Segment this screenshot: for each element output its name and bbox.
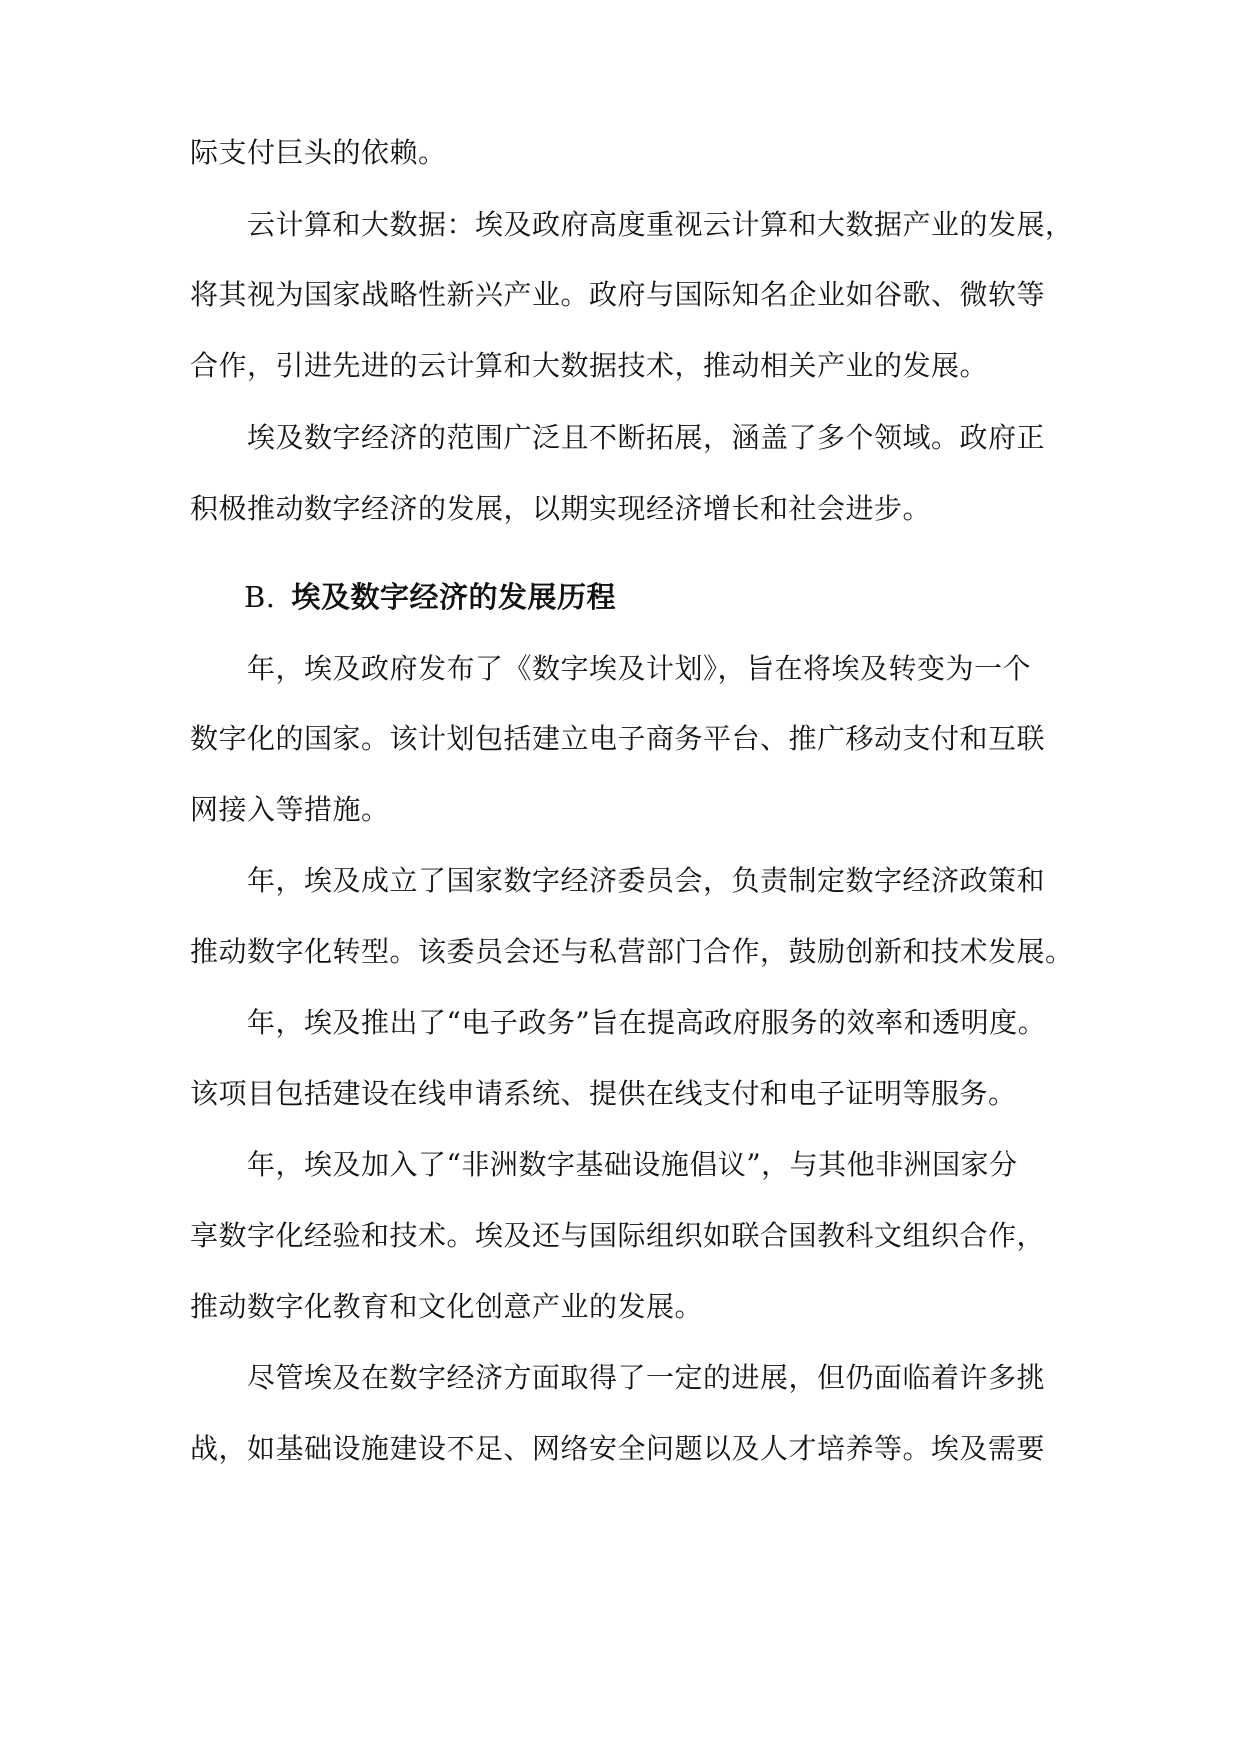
text-line: 积极推动数字经济的发展，以期实现经济增长和社会进步。 — [190, 492, 932, 525]
text-line: 际支付巨头的依赖。 — [190, 136, 447, 169]
text-line: 网接入等措施。 — [190, 793, 390, 826]
section-heading-marker: B. — [244, 580, 276, 614]
text-line: 年，埃及加入了“非洲数字基础设施倡议”，与其他非洲国家分 — [247, 1148, 1018, 1181]
text-line: 将其视为国家战略性新兴产业。政府与国际知名企业如谷歌、微软等 — [190, 278, 1046, 311]
text-line: 推动数字化教育和文化创意产业的发展。 — [190, 1290, 704, 1323]
section-heading — [244, 575, 1124, 619]
text-line: 埃及数字经济的范围广泛且不断拓展，涵盖了多个领域。政府正 — [247, 421, 1046, 454]
text-line: 尽管埃及在数字经济方面取得了一定的进展，但仍面临着许多挑 — [247, 1361, 1046, 1394]
text-line: 战，如基础设施建设不足、网络安全问题以及人才培养等。埃及需要 — [190, 1432, 1046, 1465]
section-heading-title: 埃及数字经济的发展历程 — [291, 580, 617, 614]
text-line: 数字化的国家。该计划包括建立电子商务平台、推广移动支付和互联 — [190, 722, 1046, 755]
text-line: 享数字化经验和技术。埃及还与国际组织如联合国教科文组织合作， — [190, 1219, 1046, 1252]
text-line: 年，埃及成立了国家数字经济委员会，负责制定数字经济政策和 — [247, 864, 1046, 897]
text-line: 该项目包括建设在线申请系统、提供在线支付和电子证明等服务。 — [190, 1077, 1017, 1110]
text-line: 年，埃及政府发布了《数字埃及计划》，旨在将埃及转变为一个 — [247, 652, 1032, 685]
text-line: 云计算和大数据：埃及政府高度重视云计算和大数据产业的发展， — [247, 208, 1074, 241]
text-line: 推动数字化转型。该委员会还与私营部门合作，鼓励创新和技术发展。 — [190, 935, 1074, 968]
text-line: 合作，引进先进的云计算和大数据技术，推动相关产业的发展。 — [190, 349, 989, 382]
text-line: 年，埃及推出了“电子政务”旨在提高政府服务的效率和透明度。 — [247, 1006, 1047, 1039]
